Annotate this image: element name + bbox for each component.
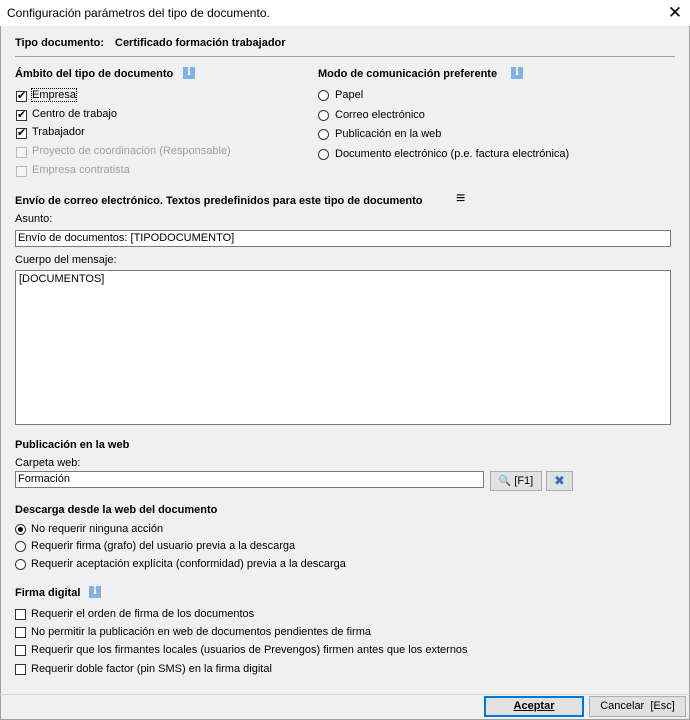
checkbox-signature-order[interactable] <box>15 609 26 620</box>
radio-label: Documento electrónico (p.e. factura electrónica) <box>335 148 570 160</box>
info-icon[interactable]: i <box>89 586 101 598</box>
email-section-title: Envío de correo electrónico. Textos predefinidos para este tipo de documento <box>15 195 423 207</box>
subject-input[interactable]: Envío de documentos: [TIPODOCUMENTO] <box>15 230 671 247</box>
radio-require-acceptance[interactable] <box>15 559 26 570</box>
download-section-title: Descarga desde la web del documento <box>15 504 218 516</box>
radio-label: Requerir aceptación explícita (conformidad) previa a la descarga <box>31 558 346 570</box>
radio-documento-electronico[interactable] <box>318 149 329 160</box>
info-icon[interactable]: i <box>183 67 195 79</box>
radio-label: Publicación en la web <box>335 128 442 140</box>
subject-label: Asunto: <box>15 213 53 225</box>
checkbox-trabajador[interactable] <box>16 128 27 139</box>
title-bar <box>0 0 690 27</box>
doc-type-value: Certificado formación trabajador <box>115 37 286 49</box>
checkbox-empresa[interactable] <box>16 91 27 102</box>
checkbox-empresa-contratista <box>16 166 27 177</box>
radio-no-action[interactable] <box>15 524 26 535</box>
separator <box>15 56 675 57</box>
checkbox-label: Requerir doble factor (pin SMS) en la firma digital <box>31 663 272 675</box>
checkbox-proyecto-coordinacion <box>16 147 27 158</box>
checkbox-centro-trabajo[interactable] <box>16 110 27 121</box>
cancel-button[interactable]: Cancelar [Esc] <box>589 696 686 717</box>
radio-publicacion-web[interactable] <box>318 129 329 140</box>
radio-label: Requerir firma (grafo) del usuario previa a la descarga <box>31 540 296 552</box>
menu-icon[interactable]: ≡ <box>456 190 466 207</box>
body-textarea[interactable]: [DOCUMENTOS] <box>15 270 671 425</box>
browse-button[interactable] <box>490 471 542 491</box>
search-icon: 🔍 <box>498 476 512 487</box>
checkbox-no-publish-pending[interactable] <box>15 627 26 638</box>
checkbox-label: Requerir el orden de firma de los documentos <box>31 608 255 620</box>
radio-label: Papel <box>335 89 364 101</box>
body-label: Cuerpo del mensaje: <box>15 254 117 266</box>
checkbox-label: Centro de trabajo <box>32 108 117 120</box>
web-folder-input[interactable]: Formación <box>15 471 484 488</box>
checkbox-local-signers-first[interactable] <box>15 645 26 656</box>
checkbox-label: Proyecto de coordinación (Responsable) <box>32 145 231 157</box>
checkbox-label: Trabajador <box>32 126 85 138</box>
scope-title: Ámbito del tipo de documento <box>15 68 174 80</box>
signature-section-title: Firma digital <box>15 587 81 599</box>
comm-mode-title: Modo de comunicación preferente <box>318 68 498 80</box>
close-icon[interactable]: ✕ <box>667 3 683 22</box>
checkbox-two-factor[interactable] <box>15 664 26 675</box>
radio-require-signature[interactable] <box>15 541 26 552</box>
radio-papel[interactable] <box>318 90 329 101</box>
window-title: Configuración parámetros del tipo de documento. <box>7 6 270 20</box>
radio-label: Correo electrónico <box>335 109 425 121</box>
browse-button-label: [F1] <box>514 475 534 487</box>
clear-folder-button[interactable] <box>546 471 573 491</box>
radio-label: No requerir ninguna acción <box>31 523 164 535</box>
checkbox-label: No permitir la publicación en web de documentos pendientes de firma <box>31 626 371 638</box>
checkbox-label: Requerir que los firmantes locales (usuarios de Prevengos) firmen antes que los externos <box>31 644 468 656</box>
web-folder-label: Carpeta web: <box>15 457 81 469</box>
footer-separator <box>0 694 690 695</box>
radio-correo[interactable] <box>318 110 329 121</box>
clear-icon: ✖ <box>554 473 565 488</box>
checkbox-label: Empresa contratista <box>32 164 130 176</box>
checkbox-label: Empresa <box>32 89 77 101</box>
web-section-title: Publicación en la web <box>15 439 130 451</box>
info-icon[interactable]: i <box>511 67 523 79</box>
doc-type-label: Tipo documento: <box>15 37 105 49</box>
accept-button[interactable]: Aceptar <box>484 696 584 717</box>
